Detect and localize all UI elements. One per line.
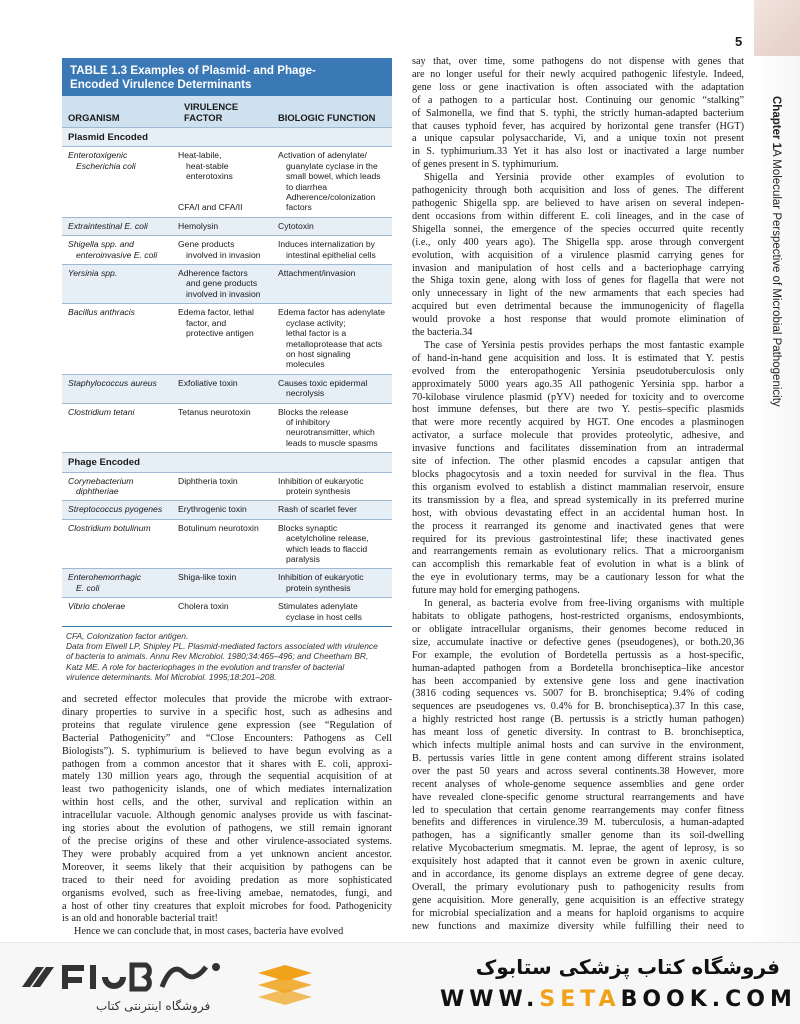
text-line: or obligate intracellular organisms, their genomes become reduced in	[412, 623, 744, 635]
text-line: a highly restricted host range (B. pertussis is a strictly human pathogen)	[412, 714, 744, 726]
text-line: and secreted effector molecules that provide the microbe with extraor-	[62, 694, 392, 705]
table-body	[62, 127, 392, 626]
text-line: human-adapted pathogen from a Bordetella bronchiseptica–like ancestor	[412, 662, 744, 674]
header-factor-line: FACTOR	[184, 112, 223, 123]
cell-function	[272, 239, 392, 260]
text-line: organisms evolved, such as free-living amebae, nematodes, fungi, and	[62, 887, 392, 899]
cell-factor	[172, 150, 272, 212]
cell-line: guanylate cyclase in the	[286, 160, 378, 171]
footnote-source-line: of bacteria to animals. Annu Rev Microbiol. 1980;34:465–496; and Cheetham BR,	[66, 651, 369, 662]
text-line: Overall, the primary evolutionary push to pathogenicity results from	[412, 882, 744, 893]
cell-line: which leads to flaccid	[286, 543, 368, 554]
setabook-logo-wordmark	[18, 957, 228, 997]
cell-line: Extraintestinal E. coli	[68, 220, 148, 231]
text-line: new functions and maximize diversity while fulfilling their need to	[412, 920, 744, 932]
cell-line: Diphtheria toxin	[178, 475, 238, 486]
table-row	[62, 403, 392, 453]
cell-factor	[172, 221, 272, 231]
cell-line: Exfoliative toxin	[178, 377, 238, 388]
cell-organism	[62, 476, 172, 497]
cell-organism	[62, 504, 172, 514]
cell-line: and gene products	[186, 278, 258, 289]
cell-line: Cytotoxin	[278, 220, 314, 231]
cell-line: small bowel, which leads	[286, 171, 381, 182]
cell-line: Shigella spp. and	[68, 239, 134, 250]
cell-line: Inhibition of eukaryotic	[278, 572, 364, 583]
cell-line: Shiga-like toxin	[178, 572, 237, 583]
cell-line: leads to muscle spasms	[286, 437, 378, 448]
cell-factor	[172, 307, 272, 369]
text-line: In general, as bacteria evolve from free-living organisms with multiple	[424, 598, 744, 610]
cell-line: Edema factor, lethal	[178, 307, 254, 318]
cell-function	[272, 150, 392, 212]
cell-line: protective antigen	[186, 328, 254, 339]
cell-organism	[62, 407, 172, 449]
text-line: host immune defenses, but there are two Y. pestis–specific plasmids	[412, 404, 744, 416]
table-row	[62, 217, 392, 235]
table-header-row	[62, 96, 392, 127]
text-line: size, accumulate inactive or defective genes (pseudogenes), or both.20,36	[412, 636, 744, 648]
cell-organism	[62, 221, 172, 231]
text-line: activator, a surface molecule that provides proteolytic, adhesive, and	[412, 430, 744, 442]
text-line: of genes present in S. typhimurium.	[412, 159, 559, 171]
cell-line: acetylcholine release,	[286, 533, 369, 544]
text-line: pathogen, has a significantly smaller genome than its soil-dwelling	[412, 830, 744, 842]
cell-line: Edema factor has adenylate	[278, 307, 386, 318]
text-line: Shigella and Yersinia provide other examples of evolution to	[424, 172, 744, 184]
logo-subtitle: فروشگاه اینترنتی کتاب	[96, 999, 211, 1013]
header-biologic-function: BIOLOGIC FUNCTION	[278, 112, 376, 123]
text-line: blocks phagocytosis and a toxin needed for survival in the flea. Thus	[412, 469, 744, 480]
text-line: dent occasions from within different E. coli lineages, and in the case of	[412, 210, 744, 222]
setabook-banner	[0, 942, 800, 1024]
store-url	[440, 987, 797, 1012]
cell-spacer	[178, 182, 272, 192]
text-line: a unique capsular polysaccharide, Vi, and a unique toxin not present	[412, 133, 744, 145]
text-line: pathogenic Shigella spp. are believed to have arisen on several indepen-	[412, 197, 744, 209]
text-line: the bacteria.34	[412, 327, 473, 339]
table-title-line: Encoded Virulence Determinants	[70, 78, 252, 91]
text-line: approximately 5000 years ago.35 All pathogenic Yersinia spp. harbor a	[412, 378, 744, 390]
text-line: the process it rearranged its genome and inactivated genes that were	[412, 520, 744, 532]
cell-line: diphtheriae	[76, 485, 119, 496]
text-line: recent analyses of whole-genome sequence assemblies and gene order	[412, 778, 744, 790]
text-line: that causes typhoid fever, has acquired by horizontal gene transfer (HGT)	[412, 120, 744, 132]
text-line: is an old and honorable bacterial trait!	[62, 913, 218, 925]
cell-spacer	[178, 192, 272, 202]
cell-organism	[62, 572, 172, 593]
text-line: Moreover, it seems likely that their acquisition by pathogens can be	[62, 861, 392, 873]
cell-line: Hemolysin	[178, 220, 219, 231]
footnote-abbrev: CFA, Colonization factor antigen.	[66, 631, 189, 642]
cell-line: Causes toxic epidermal	[278, 377, 368, 388]
text-line: only unnecessary in light of the new armaments that each species had	[412, 288, 744, 300]
text-line: They were probably acquired from a yet unknown ancient ancestor.	[62, 848, 392, 860]
table-section-header: Plasmid Encoded	[62, 127, 392, 146]
cell-line: of inhibitory	[286, 416, 330, 427]
table-row	[62, 146, 392, 216]
cell-line: Enterotoxigenic	[68, 150, 128, 161]
cell-line: cyclase activity;	[286, 317, 346, 328]
table-row	[62, 235, 392, 264]
cell-factor	[172, 601, 272, 622]
text-line: proteins that regulate virulence gene expression (see “Regulation of	[62, 719, 392, 731]
cell-line: E. coli	[76, 582, 100, 593]
cell-line: Rash of scarlet fever	[278, 504, 357, 515]
cell-function	[272, 307, 392, 369]
page-number: 5	[735, 34, 743, 49]
text-line: host, with obvious devastating effect in an accidental human host. In	[412, 507, 744, 519]
cell-line: paralysis	[286, 554, 320, 564]
cell-line: Escherichia coli	[76, 160, 136, 171]
text-line: least two pathogenicity islands, one of which mediates internalization	[62, 784, 392, 796]
text-line: of hand-in-hand gene acquisition and loss. It is estimated that Y. pestis	[412, 352, 744, 364]
cell-line: Inhibition of eukaryotic	[278, 475, 364, 486]
running-head	[752, 96, 782, 776]
text-line: The case of Yersinia pestis provides perhaps the most fantastic example	[424, 339, 744, 351]
cell-line: Adherence factors	[178, 268, 248, 279]
text-line: within host cells, and the other, survival and replication within an	[62, 797, 392, 809]
cell-function	[272, 572, 392, 593]
cell-line: involved in invasion	[186, 249, 261, 260]
cell-line: molecules	[286, 359, 325, 370]
header-factor-line: VIRULENCE	[184, 101, 239, 112]
text-line: (3816 coding sequences vs. 5007 for B. bronchiseptica; 9.4% of coding	[412, 688, 744, 700]
text-line: For example, the evolution of Bordetella pertussis as a host-specific,	[412, 649, 744, 661]
text-line: which infects multiple animal hosts and can survive in the environment,	[412, 740, 744, 752]
text-line: relative Mycobacterium smegmatis. M. leprae, the agent of leprosy, is so	[412, 843, 744, 855]
cell-function	[272, 476, 392, 497]
text-line: of a pathogen to a particular host. Continuing our genomic “stalking”	[412, 94, 744, 106]
cell-function	[272, 523, 392, 565]
cell-line: Erythrogenic toxin	[178, 504, 247, 515]
cell-function	[272, 601, 392, 622]
cell-line: Streptococcus pyogenes	[68, 504, 163, 515]
text-line: required for its previous gastrointestinal life; these inactivated genes	[412, 533, 744, 545]
text-line: ing stories about the evolution of pathogens, we still remain ignorant	[62, 823, 392, 835]
footnote-source-line: virulence determinants. Mol Microbiol. 1995;18:201–208.	[66, 671, 277, 682]
text-line: in S. typhimurium.33 Yet it has also lost or inactivated a large number	[412, 146, 744, 158]
text-line: are no longer useful for their newly acquired pathogenic lifestyle. Indeed,	[412, 68, 744, 80]
running-head-chapter: Chapter 1	[770, 96, 782, 150]
cell-line: Stimulates adenylate	[278, 601, 358, 612]
cell-line: enteroinvasive E. coli	[76, 249, 158, 260]
text-line: dinary properties to survive in a specific host, such as adhesins and	[62, 706, 392, 718]
text-line: a host of other tiny creatures that exploit microbes for food. Pathogenicity	[62, 900, 392, 912]
cell-line: heat-stable	[186, 160, 229, 171]
cell-function	[272, 268, 392, 299]
text-line: (i.e., only 400 years ago). The Shigella spp. arose through convergent	[412, 236, 744, 248]
cell-line: Clostridium botulinum	[68, 522, 151, 533]
virulence-table	[62, 58, 392, 682]
text-line: have revealed clone-specific genome structural rearrangements and have	[412, 791, 744, 803]
text-line: invasive functions and facilitates dissemination from an intradermal	[412, 443, 744, 455]
store-name: فروشگاه کتاب پزشکی ستابوک	[475, 955, 780, 979]
cell-organism	[62, 378, 172, 399]
text-line: has meant loss of genetic diversity. In contrast to B. bronchiseptica,	[412, 727, 744, 739]
text-line: this organism evolved to establish a distinct mammalian reservoir, ensure	[412, 481, 744, 493]
cell-line: Botulinum neurotoxin	[178, 522, 259, 533]
text-line: pathogen from a common ancestor that it shares with E. coli, approxi-	[62, 758, 392, 770]
cell-organism	[62, 601, 172, 622]
cell-factor	[172, 239, 272, 260]
cell-line: Gene products	[178, 239, 235, 250]
text-line: led to speculation that certain genome rearrangements may confer fitness	[412, 804, 744, 816]
cell-function	[272, 378, 392, 399]
text-line: can accomplish this remarkable feat of evolution in what is a blink of	[412, 559, 744, 571]
left-text-column	[62, 694, 392, 939]
text-line: pathogenicity through both acquisition and loss of genes. The different	[412, 185, 744, 197]
footnote-source-line: Data from Elwell LP, Shipley PL. Plasmid-mediated factors associated with virulence	[66, 641, 378, 652]
header-organism: ORGANISM	[68, 112, 120, 123]
table-row	[62, 568, 392, 597]
table-row	[62, 597, 392, 626]
cell-line: Tetanus neurotoxin	[178, 406, 251, 417]
right-text-column	[412, 56, 744, 934]
corner-tab	[754, 0, 800, 56]
cell-function	[272, 504, 392, 514]
cell-factor	[172, 523, 272, 565]
text-line: Shigella sonnei, the emergence of the species occurred quite recently	[412, 223, 744, 235]
text-line: and rearrangements remain as evolutionary relics. That a microorganism	[412, 546, 744, 558]
text-line: has been accompanied by extensive gene loss and gene inactivation	[412, 675, 744, 687]
table-row	[62, 303, 392, 373]
cell-line: involved in invasion	[186, 288, 261, 299]
text-line: site of infection. The other plasmid encodes a capsular antigen that	[412, 456, 744, 468]
table-title-line: TABLE 1.3 Examples of Plasmid- and Phage-	[70, 64, 316, 77]
cell-line: factors	[286, 202, 312, 213]
text-line: benefits and differences in virulence.39 M. tuberculosis, a human-adapted	[412, 817, 744, 829]
cell-organism	[62, 268, 172, 299]
cell-line: Cholera toxin	[178, 601, 229, 612]
url-suffix: BOOK.COM	[620, 987, 797, 1012]
cell-line: on host signaling	[286, 348, 351, 359]
text-line: intracellular vacuole. Although genomic analyses provide us with fascinat-	[62, 810, 392, 822]
table-footnote	[62, 626, 392, 682]
text-line: acquired but even detrimental because the immunogenicity of flagella	[412, 301, 744, 313]
text-line: for microbial specialization and a means for haploid organisms to acquire	[412, 907, 744, 919]
cell-line: metalloprotease that acts	[286, 338, 383, 349]
table-row	[62, 264, 392, 303]
text-line: sequences are pseudogenes vs. 0.4% for B. bronchiseptica).37 In this case,	[412, 701, 744, 713]
text-line: Hence we can conclude that, in most cases, bacteria have evolved	[74, 926, 344, 938]
text-line: evolved from the enteropathogenic Yersinia pseudotuberculosis only	[412, 365, 744, 377]
cell-line: protein synthesis	[286, 582, 351, 593]
cell-line: Blocks the release	[278, 406, 349, 417]
table-section-header: Phage Encoded	[62, 452, 392, 471]
text-line: evolution, with acquisition of a virulence plasmid carrying genes for	[412, 249, 744, 261]
text-line: gene loss or gene inactivation is often associated with the adaptation	[412, 81, 744, 93]
cell-line: Heat-labile,	[178, 150, 222, 161]
text-line: 70-kilobase virulence plasmid (pYV) needed for toxicity and to overcome	[412, 391, 744, 403]
cell-organism	[62, 523, 172, 565]
text-line: would provoke a host response that would promote elimination of	[412, 314, 744, 326]
cell-line: Enterohemorrhagic	[68, 572, 142, 583]
cell-line: Blocks synaptic	[278, 522, 338, 533]
cell-line: necrolysis	[286, 388, 325, 399]
book-stack-icon	[256, 965, 314, 1007]
cell-line: Attachment/invasion	[278, 268, 356, 279]
cell-function	[272, 221, 392, 231]
text-line: and in accordance, its genome displays an extreme degree of gene decay.	[412, 869, 744, 881]
header-virulence-factor	[172, 101, 272, 123]
cell-organism	[62, 239, 172, 260]
text-line: Biologists”). S. typhimurium is believed to have begun evolving as a	[62, 745, 392, 757]
running-head-title: A Molecular Perspective of Microbial Pathogenicity	[770, 149, 782, 407]
text-line: say that, over time, some pathogens do not dispense with genes that	[412, 56, 744, 67]
cell-line: Corynebacterium	[68, 475, 134, 486]
cell-function	[272, 407, 392, 449]
cell-line: Induces internalization by	[278, 239, 375, 250]
cell-factor	[172, 378, 272, 399]
cell-line: CFA/I and CFA/II	[178, 201, 243, 212]
cell-line: Staphylococcus aureus	[68, 377, 157, 388]
cell-organism	[62, 307, 172, 369]
text-line: of Salmonella, we find that S. typhi, the strictly human-adapted bacterium	[412, 107, 744, 119]
cell-factor	[172, 407, 272, 449]
text-line: Bacterial Pathogenicity” and “Close Encounters: Pathogens as Cell	[62, 732, 392, 744]
text-line: its transmission by a flea, and spread systemically in its preferred murine	[412, 494, 744, 506]
cell-factor	[172, 476, 272, 497]
table-row	[62, 374, 392, 403]
table-row	[62, 500, 392, 518]
table-row	[62, 519, 392, 569]
text-line: invasion and manipulation of host cells and a bacteriophage carrying	[412, 262, 744, 274]
text-line: future may hold for emerging pathogens.	[412, 585, 580, 597]
text-line: over the past 50 years and across several continents.38 However, more	[412, 765, 744, 777]
cell-factor	[172, 268, 272, 299]
cell-line: Bacillus anthracis	[68, 307, 135, 318]
cell-line: enterotoxins	[186, 171, 233, 182]
text-line: gene acquisition. More generally, gene acquisition is an effective strategy	[412, 894, 744, 906]
cell-factor	[172, 504, 272, 514]
text-line: traced to their need for avoiding predation as more sophisticated	[62, 874, 392, 886]
text-line: mately 130 million years ago, through the sequential acquisition of at	[62, 771, 392, 783]
cell-line: to diarrhea	[286, 181, 328, 192]
text-line: the Shiga toxin gene, along with loss of genes for flagella that were not	[412, 275, 744, 287]
cell-line: neurotransmitter, which	[286, 427, 375, 438]
table-row	[62, 472, 392, 501]
cell-line: intestinal epithelial cells	[286, 249, 376, 260]
cell-organism	[62, 150, 172, 212]
text-line: of the precise origins of these and other virulence-associated systems.	[62, 835, 392, 847]
cell-line: protein synthesis	[286, 485, 351, 496]
cell-factor	[172, 572, 272, 593]
cell-line: Adherence/colonization	[286, 192, 376, 203]
text-line: the eye in evolutionary terms, may be a cautionary lesson for what the	[412, 572, 744, 584]
table-title	[62, 58, 392, 96]
cell-line: Activation of adenylate/	[278, 150, 367, 161]
cell-line: cyclase in host cells	[286, 611, 362, 622]
text-line: B. pertussis varies little in gene content among different strains isolated	[412, 752, 744, 764]
url-accent: SETA	[539, 987, 621, 1012]
cell-line: Yersinia spp.	[68, 268, 118, 279]
cell-line: Vibrio cholerae	[68, 601, 126, 612]
cell-line: Clostridium tetani	[68, 406, 135, 417]
text-line: habitats to obligate pathogens, host-restricted organisms, endosymbionts,	[412, 610, 744, 622]
cell-line: factor, and	[186, 317, 227, 328]
text-line: that were more recently acquired by HGT. One encodes a plasminogen	[412, 417, 744, 429]
url-prefix: WWW.	[440, 987, 540, 1012]
footnote-source-line: Katz ME. A role for bacteriophages in the evolution and transfer of bacterial	[66, 661, 345, 672]
cell-line: lethal factor is a	[286, 328, 347, 339]
text-line: exquisitely host adapted that it cannot even be grown in axenic culture,	[412, 856, 744, 868]
